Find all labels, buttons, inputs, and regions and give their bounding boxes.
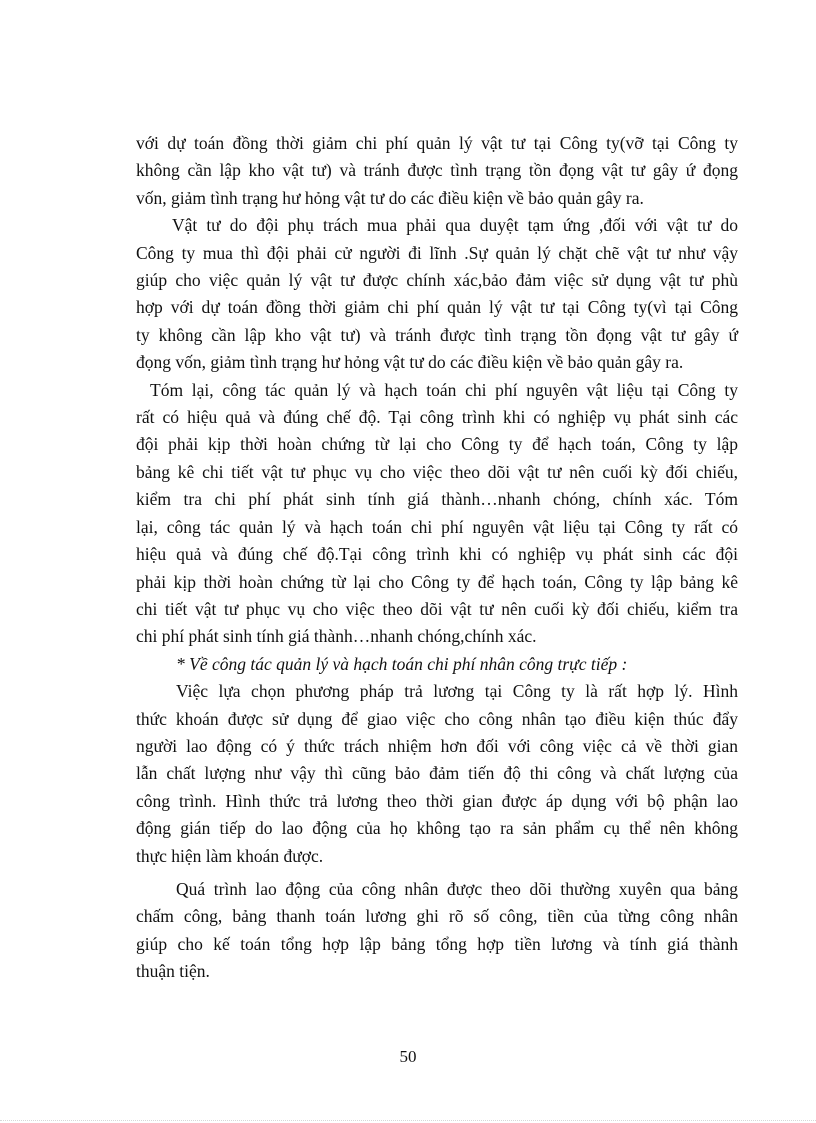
text-line: Vật tư do đội phụ trách mua phải qua duyệt tạm ứng ,đối với vật tư do	[172, 215, 738, 236]
text-line: bảng kê chi tiết vật tư phục vụ cho việc theo dõi vật tư nên cuối kỳ đối chiếu,	[136, 461, 738, 482]
paragraph-3	[136, 377, 738, 651]
text-line: ty không cần lập kho vật tư) và tránh được tình trạng tồn đọng vật tư gây ứ	[136, 324, 738, 345]
text-line: Công ty mua thì đội phải cử người đi lĩnh .Sự quản lý chặt chẽ vật tư như vậy	[136, 242, 738, 263]
paragraph-4	[136, 678, 738, 870]
text-line: hiệu quả và đúng chế độ.Tại công trình khi có nghiệp vụ phát sinh các đội	[136, 544, 738, 565]
text-line: hợp với dự toán đồng thời giảm chi phí quản lý vật tư tại Công ty(vì tại Công	[136, 297, 738, 318]
text-line: chi tiết vật tư phục vụ cho việc theo dõi vật tư nên cuối kỳ đối chiếu, kiểm tra	[136, 598, 738, 619]
paragraph-1	[136, 130, 738, 212]
text-line: Quá trình lao động của công nhân được theo dõi thường xuyên qua bảng	[176, 878, 738, 899]
text-line: lẫn chất lượng như vậy thì cũng bảo đảm tiến độ thi công và chất lượng của	[136, 763, 738, 784]
text-line: động gián tiếp do lao động của họ không tạo ra sản phẩm cụ thể nên không	[136, 818, 738, 839]
text-line: người lao động có ý thức trách nhiệm hơn đối với công việc cả về thời gian	[136, 735, 738, 756]
text-line: với dự toán đồng thời giảm chi phí quản lý vật tư tại Công ty(vỡ tại Công ty	[136, 133, 738, 153]
page-number: 50	[399, 1047, 417, 1066]
text-line: chi phí phát sinh tính giá thành…nhanh chóng,chính xác.	[136, 626, 537, 647]
text-line: kiểm tra chi phí phát sinh tính giá thành…nhanh chóng, chính xác. Tóm	[136, 489, 738, 510]
text-line: công trình. Hình thức trả lương theo thời gian được áp dụng với bộ phận lao	[136, 790, 738, 811]
text-line: giúp cho việc quản lý vật tư được chính xác,bảo đảm việc sử dụng vật tư phù	[136, 270, 738, 291]
section-heading: * Về công tác quản lý và hạch toán chi phí nhân công trực tiếp :	[176, 653, 628, 674]
text-line: không cần lập kho vật tư) và tránh được tình trạng tồn đọng vật tư gây ứ đọng	[136, 160, 738, 181]
text-line: rất có hiệu quả và đúng chế độ. Tại công trình khi có nghiệp vụ phát sinh các	[136, 407, 738, 428]
page-bottom-divider	[0, 1120, 816, 1121]
paragraph-5	[136, 876, 738, 986]
text-line: chấm công, bảng thanh toán lương ghi rõ số công, tiền của từng công nhân	[136, 906, 738, 927]
text-line: Việc lựa chọn phương pháp trả lương tại Công ty là rất hợp lý. Hình	[176, 681, 738, 702]
text-line: lại, công tác quản lý và hạch toán chi phí nguyên vật liệu tại Công ty rất có	[136, 516, 738, 537]
page-body	[136, 130, 738, 986]
text-line: vốn, giảm tình trạng hư hỏng vật tư do các điều kiện về bảo quản gây ra.	[136, 187, 644, 208]
text-line: Tóm lại, công tác quản lý và hạch toán chi phí nguyên vật liệu tại Công ty	[150, 379, 738, 400]
text-line: đội phải kịp thời hoàn chứng từ lại cho Công ty để hạch toán, Công ty lập	[136, 434, 738, 455]
paragraph-2	[136, 212, 738, 376]
text-line: phải kịp thời hoàn chứng từ lại cho Công ty để hạch toán, Công ty lập bảng kê	[136, 571, 738, 592]
text-line: đọng vốn, giảm tình trạng hư hỏng vật tư do các điều kiện về bảo quản gây ra.	[136, 352, 684, 373]
text-line: thực hiện làm khoán được.	[136, 845, 324, 866]
text-line: thuận tiện.	[136, 961, 210, 982]
text-line: thức khoán được sử dụng để giao việc cho công nhân tạo điều kiện thúc đẩy	[136, 708, 738, 729]
text-line: giúp cho kế toán tổng hợp lập bảng tổng hợp tiền lương và tính giá thành	[136, 933, 738, 954]
